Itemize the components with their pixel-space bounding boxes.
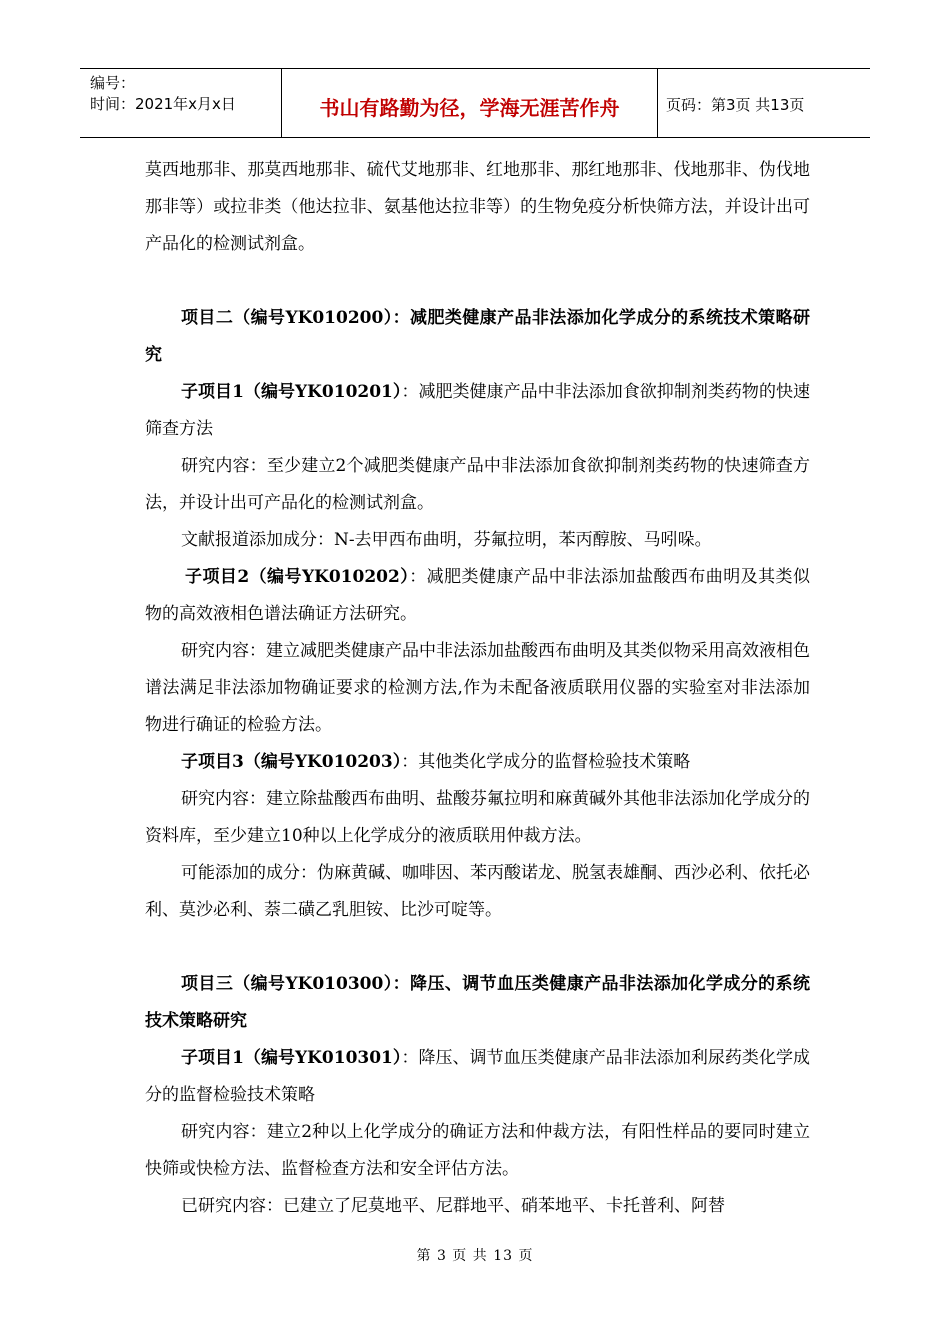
paragraph: 研究内容：至少建立2个减肥类健康产品中非法添加食欲抑制剂类药物的快速筛查方法，并设计出可产品化的检测试剂盒。 (145, 456, 810, 513)
header-page-number: 页码：第3页 共13页 (666, 95, 805, 114)
header-motto: 书山有路勤为径，学海无涯苦作舟 (282, 69, 658, 137)
subproject-id: 子项目3（编号YK010203） (181, 752, 402, 772)
subproject-id: 子项目1（编号YK010301） (181, 1048, 402, 1068)
header-meta (80, 69, 282, 137)
paragraph: 已研究内容：已建立了尼莫地平、尼群地平、硝苯地平、卡托普利、阿替 (181, 1196, 725, 1216)
paragraph: 研究内容：建立减肥类健康产品中非法添加盐酸西布曲明及其类似物采用高效液相色谱法满足非法添加物确证要求的检测方法,作为未配备液质联用仪器的实验室对非法添加物进行确证的检验方法。 (145, 641, 810, 735)
subproject-title: ：降压、调节血压类健康产品非法添加利尿药类化学成分的监督检验技术策略 (145, 1048, 810, 1105)
spacer (145, 263, 810, 300)
paragraph: 莫西地那非、那莫西地那非、硫代艾地那非、红地那非、那红地那非、伐地那非、伪伐地那非等）或拉非类（他达拉非、氨基他达拉非等）的生物免疫分析快筛方法，并设计出可产品化的检测试剂盒。 (145, 160, 810, 254)
subproject-heading (145, 559, 810, 633)
document-body (145, 152, 810, 1225)
header-date: 时间：2021年x月x日 (90, 95, 236, 113)
subproject-heading (145, 1040, 810, 1114)
project-heading: 项目三（编号YK010300）：降压、调节血压类健康产品非法添加化学成分的系统技术策略研究 (145, 974, 810, 1031)
subproject-id: 子项目1（编号YK010201） (181, 382, 402, 402)
paragraph: 研究内容：建立2种以上化学成分的确证方法和仲裁方法，有阳性样品的要同时建立快筛或快检方法、监督检查方法和安全评估方法。 (145, 1122, 810, 1179)
page-header (80, 68, 870, 138)
subproject-title: ：减肥类健康产品中非法添加食欲抑制剂类药物的快速筛查方法 (145, 382, 810, 439)
paragraph: 可能添加的成分：伪麻黄碱、咖啡因、苯丙酸诺龙、脱氢表雄酮、西沙必利、依托必利、莫沙必利、萘二磺乙乳胆铵、比沙可啶等。 (145, 863, 810, 920)
spacer (145, 929, 810, 966)
page-footer: 第 3 页 共 13 页 (416, 1248, 534, 1264)
project-heading: 项目二（编号YK010200）：减肥类健康产品非法添加化学成分的系统技术策略研究 (145, 308, 810, 365)
paragraph: 文献报道添加成分：N-去甲西布曲明，芬氟拉明，苯丙醇胺、马吲哚。 (181, 530, 712, 550)
paragraph: 研究内容：建立除盐酸西布曲明、盐酸芬氟拉明和麻黄碱外其他非法添加化学成分的资料库，至少建立10种以上化学成分的液质联用仲裁方法。 (145, 789, 810, 846)
subproject-heading (145, 374, 810, 448)
subproject-id: 子项目2（编号YK010202） (185, 567, 410, 587)
subproject-heading (145, 744, 810, 781)
subproject-title: ：其他类化学成分的监督检验技术策略 (401, 752, 691, 772)
header-number: 编号： (90, 74, 136, 92)
subproject-title: ：减肥类健康产品中非法添加盐酸西布曲明及其类似物的高效液相色谱法确证方法研究。 (145, 567, 810, 624)
